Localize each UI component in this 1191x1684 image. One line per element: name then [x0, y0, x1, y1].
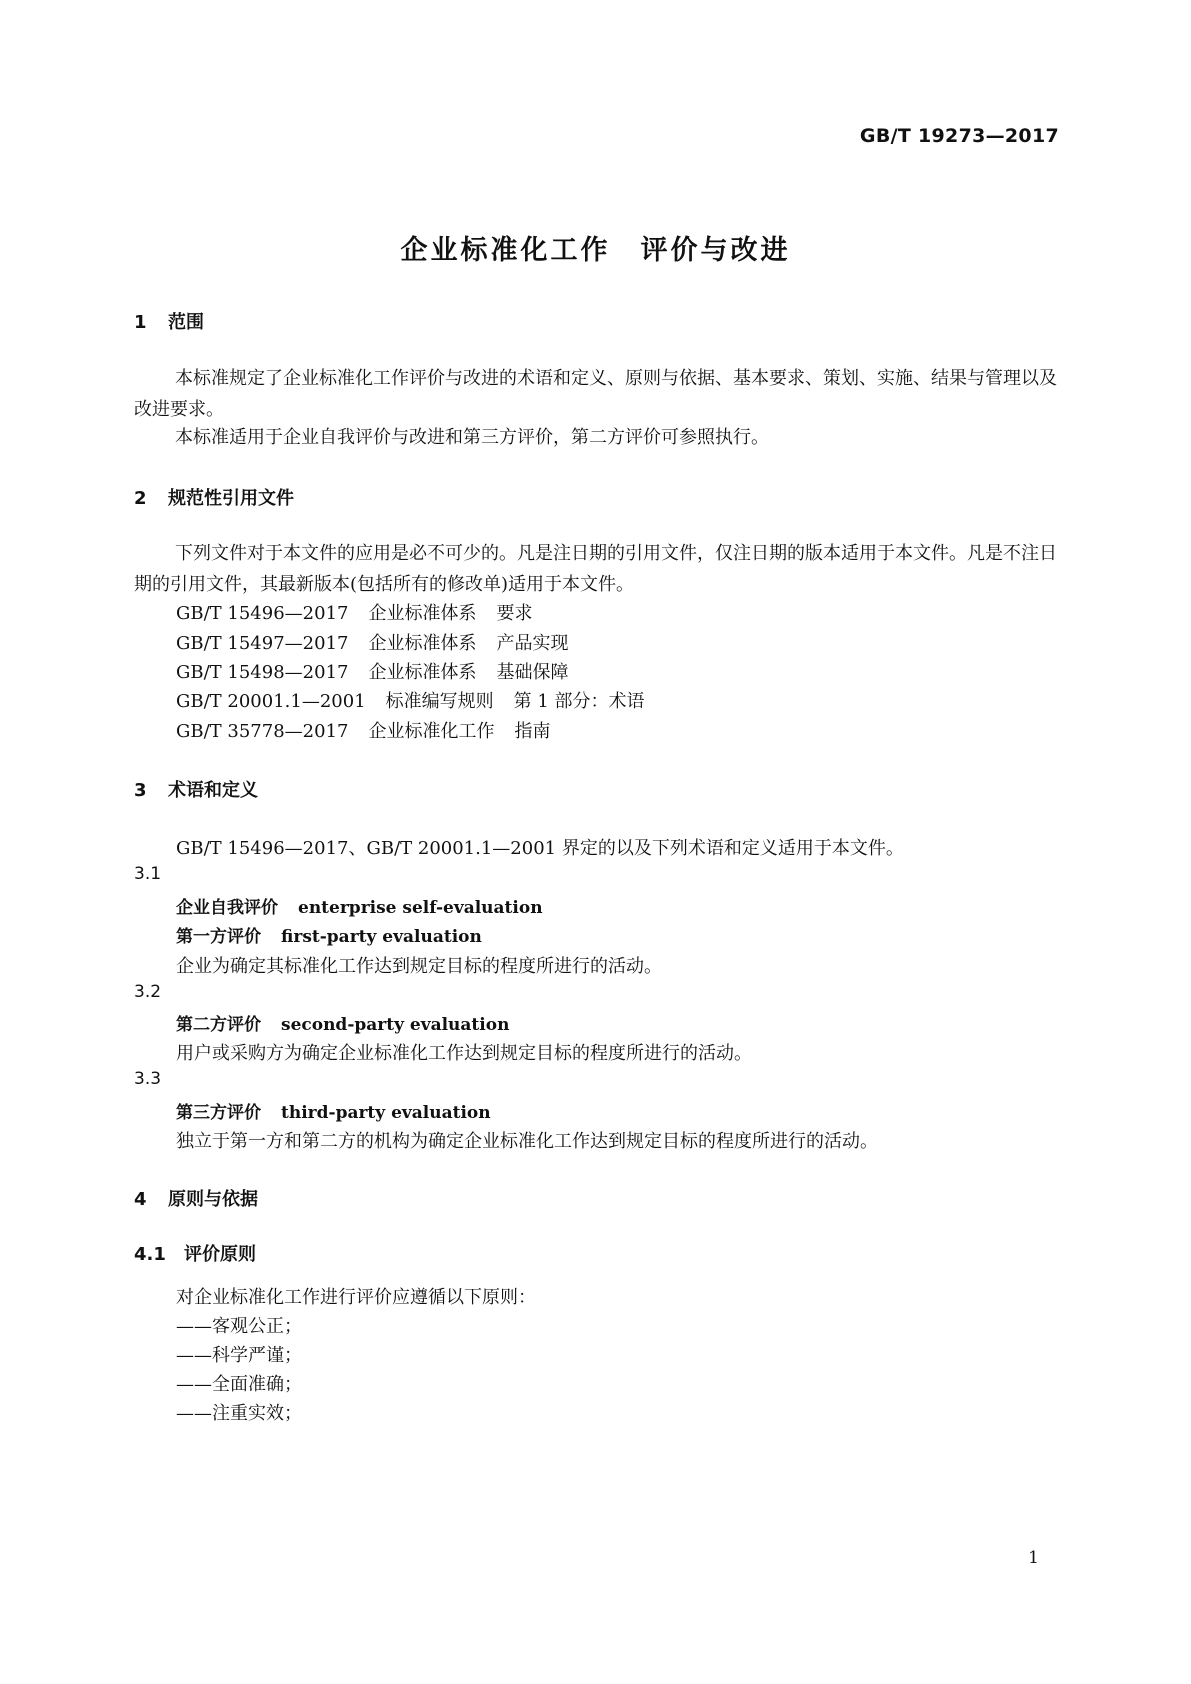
- reference-subtitle: 产品实现: [496, 633, 569, 654]
- reference-subtitle: 指南: [514, 721, 551, 742]
- section-2-heading: [134, 484, 294, 510]
- reference-title: 企业标准体系: [368, 603, 477, 624]
- principle-list-item: ——客观公正；: [176, 1316, 302, 1337]
- term-name-en: first-party evaluation: [281, 927, 482, 947]
- reference-title: 企业标准化工作: [368, 721, 495, 742]
- reference-item: [176, 629, 568, 655]
- section-title: 范围: [168, 312, 204, 333]
- reference-title: 企业标准体系: [368, 633, 477, 654]
- term-name-zh: 第一方评价: [176, 927, 261, 947]
- page-number: 1: [1028, 1548, 1039, 1568]
- standard-code: GB/T 19273—2017: [859, 125, 1059, 147]
- term-name-en: third-party evaluation: [281, 1103, 491, 1123]
- reference-code: GB/T 20001.1—2001: [176, 691, 366, 712]
- section-number: 4: [134, 1189, 147, 1210]
- reference-code: GB/T 15497—2017: [176, 633, 349, 654]
- term-definition: 企业为确定其标准化工作达到规定目标的程度所进行的活动。: [176, 956, 662, 977]
- section-title: 原则与依据: [168, 1189, 258, 1210]
- term-name: [176, 1098, 491, 1123]
- section-number: 3: [134, 780, 147, 801]
- reference-code: GB/T 35778—2017: [176, 721, 349, 742]
- term-number: 3.2: [134, 982, 162, 1002]
- term-definition: 独立于第一方和第二方的机构为确定企业标准化工作达到规定目标的程度所进行的活动。: [176, 1131, 878, 1152]
- reference-subtitle: 要求: [496, 603, 533, 624]
- term-name-zh: 企业自我评价: [176, 898, 278, 918]
- term-name-en: enterprise self-evaluation: [298, 898, 543, 918]
- reference-title: 标准编写规则: [385, 691, 494, 712]
- subsection-title: 评价原则: [184, 1244, 256, 1265]
- reference-item: [176, 687, 645, 713]
- term-name-zh: 第二方评价: [176, 1015, 261, 1035]
- reference-item: [176, 717, 550, 743]
- principle-list-item: ——科学严谨；: [176, 1345, 302, 1366]
- term-name-zh: 第三方评价: [176, 1103, 261, 1123]
- reference-code: GB/T 15496—2017: [176, 603, 349, 624]
- document-title: 企业标准化工作 评价与改进: [400, 235, 791, 266]
- section-number: 1: [134, 312, 147, 333]
- term-name: [176, 893, 543, 918]
- term-definition: 用户或采购方为确定企业标准化工作达到规定目标的程度所进行的活动。: [176, 1043, 752, 1064]
- section-1-paragraph-1: 本标准规定了企业标准化工作评价与改进的术语和定义、原则与依据、基本要求、策划、实施、结果与管理以及改进要求。: [134, 368, 1057, 420]
- reference-subtitle: 基础保障: [496, 662, 569, 683]
- section-2-intro: 下列文件对于本文件的应用是必不可少的。凡是注日期的引用文件，仅注日期的版本适用于本文件。凡是不注日期的引用文件，其最新版本(包括所有的修改单)适用于本文件。: [134, 543, 1057, 595]
- section-title: 规范性引用文件: [168, 488, 294, 509]
- reference-subtitle: 第 1 部分：术语: [513, 691, 645, 712]
- term-name: [176, 1010, 509, 1035]
- subsection-number: 4.1: [134, 1244, 166, 1265]
- reference-title: 企业标准体系: [368, 662, 477, 683]
- principle-list-item: ——注重实效；: [176, 1403, 302, 1424]
- reference-code: GB/T 15498—2017: [176, 662, 349, 683]
- section-3-intro: GB/T 15496—2017、GB/T 20001.1—2001 界定的以及下列术语和定义适用于本文件。: [176, 838, 904, 859]
- section-3-heading: [134, 776, 258, 802]
- term-number: 3.1: [134, 864, 162, 884]
- term-number: 3.3: [134, 1069, 162, 1089]
- subsection-4-1-intro: 对企业标准化工作进行评价应遵循以下原则：: [176, 1287, 536, 1308]
- term-name: [176, 922, 482, 947]
- term-name-en: second-party evaluation: [281, 1015, 510, 1035]
- section-1-paragraph-2: 本标准适用于企业自我评价与改进和第三方评价，第二方评价可参照执行。: [175, 427, 769, 448]
- section-title: 术语和定义: [168, 780, 258, 801]
- reference-item: [176, 599, 532, 625]
- subsection-4-1-heading: [134, 1240, 256, 1266]
- section-number: 2: [134, 488, 147, 509]
- reference-item: [176, 658, 568, 684]
- section-1-heading: [134, 308, 204, 334]
- principle-list-item: ——全面准确；: [176, 1374, 302, 1395]
- section-4-heading: [134, 1185, 258, 1211]
